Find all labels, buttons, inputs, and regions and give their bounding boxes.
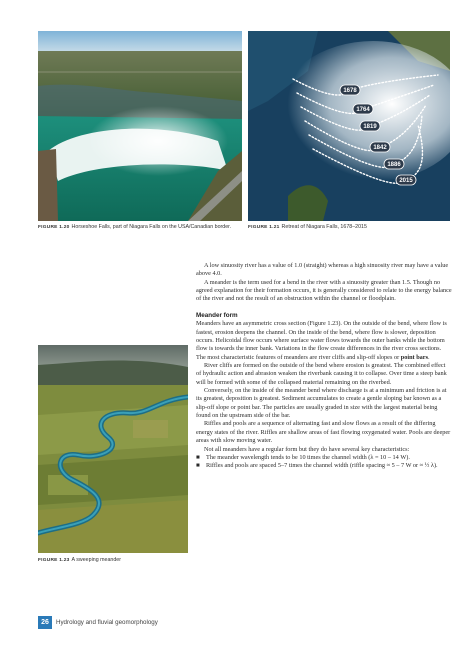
paragraph-riffles-pools: Riffles and pools are a sequence of alternating fast and slow flows as a result of the differing energy states of the river. Riffles are shallow areas of fast flowing oxygenated water. Pools are deeper areas with slow moving water. xyxy=(196,420,451,445)
caption-text: Horseshoe Falls, part of Niagara Falls on the USA/Canadian border. xyxy=(71,224,232,230)
year-badge-2015 xyxy=(396,175,416,185)
figure-1-23-caption xyxy=(38,557,121,564)
list-item-text: Riffles and pools are spaced 5–7 times the channel width (riffle spacing ≈ 5 – 7 W or ≈ ½ λ). xyxy=(206,462,438,470)
running-head: Hydrology and fluvial geomorphology xyxy=(56,619,158,626)
figure-label: FIGURE 1.21 xyxy=(248,225,280,230)
year-label: 1886 xyxy=(387,162,401,169)
year-label: 1842 xyxy=(373,145,387,152)
characteristics-list xyxy=(196,454,452,471)
figure-1-21-caption xyxy=(248,224,367,231)
paragraph-slip-off-slope: Conversely, on the inside of the meander bend where discharge is at a minimum and friction is at its greatest, deposition is greatest. Sediment accumulates to create a gentle sloping bar known as a slip-off slope or point bar. The particles are usually graded in size with the largest material being found on the upstream side of the bar. xyxy=(196,387,447,420)
year-label: 1678 xyxy=(343,88,357,95)
paragraph-end: . xyxy=(428,353,430,361)
year-badge-1678 xyxy=(340,85,360,95)
figure-label: FIGURE 1.20 xyxy=(38,225,70,230)
list-item xyxy=(196,454,452,462)
body-text-column xyxy=(196,262,452,471)
paragraph-river-cliffs: River cliffs are formed on the outside of the bend where erosion is greatest. The combined effect of hydraulic action and abrasion weaken the riverbank causing it to collapse. Over time a steep bank will be formed with some of the collapsed material remaining on the riverbed. xyxy=(196,362,447,386)
year-badge-1764 xyxy=(353,104,373,114)
page-number: 26 xyxy=(38,616,52,629)
caption-text: A sweeping meander xyxy=(71,557,122,563)
year-badge-1886 xyxy=(384,159,404,169)
paragraph-key-characteristics: Not all meanders have a regular form but they do have several key characteristics: xyxy=(204,445,410,453)
year-label: 1819 xyxy=(363,124,377,131)
figure-1-20-caption xyxy=(38,224,231,231)
list-item-text: The meander wavelength tends to be 10 times the channel width (λ = 10 – 14 W). xyxy=(206,453,410,461)
paragraph-sinuosity-values: A low sinuosity river has a value of 1.0 (straight) whereas a high sinuosity river may have a value above 4.0. xyxy=(196,262,449,278)
section-heading-meander-form: Meander form xyxy=(196,312,238,320)
figure-label: FIGURE 1.23 xyxy=(38,558,70,563)
bullet-icon: ■ xyxy=(196,453,200,461)
year-label: 1764 xyxy=(356,107,370,114)
list-item xyxy=(196,462,452,470)
year-label: 2015 xyxy=(399,178,413,185)
year-badge-1842 xyxy=(370,142,390,152)
paragraph-text: Meanders have an asymmetric cross section (Figure 1.23). On the outside of the bend, where flow is fastest, erosion deepens the channel. On the inside of the bend, where flow is slower, deposition occurs. Helicoidal flow occurs where surface water flows towards the outer banks while the bottom flow is towards the inner bank. Variations in the flow create differences in the river cross sections. The most characteristic features of meanders are river cliffs and slip-off slopes or xyxy=(196,320,447,361)
paragraph-meander-cross-section xyxy=(196,320,452,362)
caption-text: Retreat of Niagara Falls, 1678–2015 xyxy=(281,224,367,230)
term-point-bars: point bars xyxy=(400,353,428,361)
bullet-icon: ■ xyxy=(196,462,200,470)
page-footer xyxy=(38,616,158,629)
paragraph-meander-definition: A meander is the term used for a bend in the river with a sinuosity greater than 1.5. Though no agreed explanation for their formation occurs, it is generally considered to relate to the energy balance of the river and not the result of an obstruction within the channel or floodplain. xyxy=(196,278,452,303)
figure-1-23-meander-photo xyxy=(38,345,188,553)
figure-1-20-horseshoe-falls-photo xyxy=(38,31,242,221)
year-badge-1819 xyxy=(360,121,380,131)
figure-1-21-niagara-retreat-photo xyxy=(248,31,450,221)
